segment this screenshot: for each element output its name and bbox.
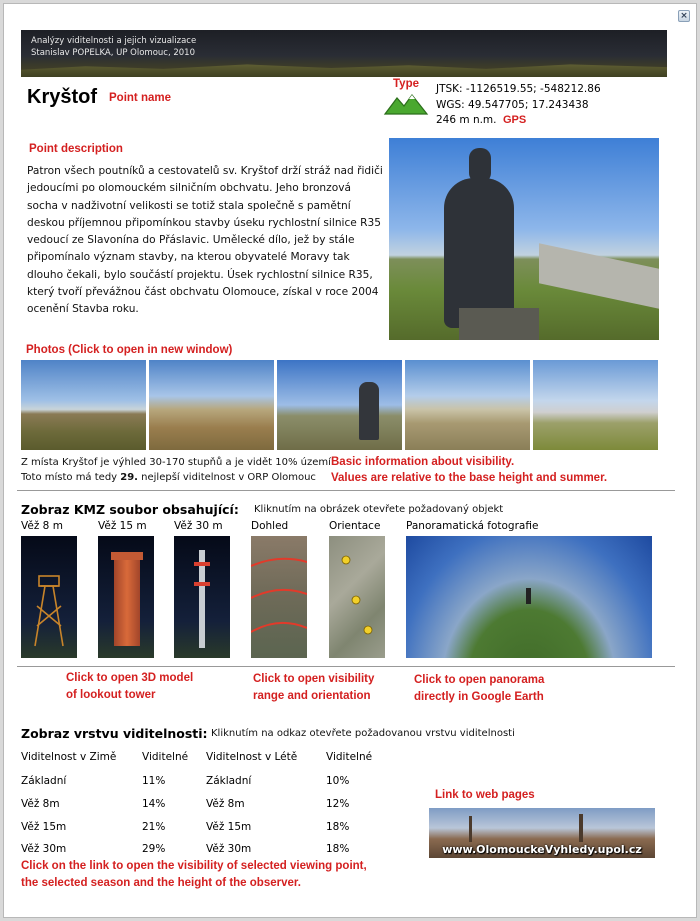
panorama-photo[interactable] xyxy=(406,536,652,658)
tower-30m-model[interactable] xyxy=(174,536,230,658)
banner-title: Analýzy viditelnosti a jejich vizualizace xyxy=(31,36,197,46)
photo-thumbnail-3[interactable] xyxy=(277,360,402,450)
photo-thumbnail-4[interactable] xyxy=(405,360,530,450)
summer-value-tower-30: 18% xyxy=(326,843,350,855)
layer-note-2: the selected season and the height of the observer. xyxy=(21,877,301,889)
summer-link-base[interactable]: Základní xyxy=(206,775,252,787)
elevation: 246 m n.m. xyxy=(436,114,497,126)
kmz-hint: Kliknutím na obrázek otevřete požadovaný objekt xyxy=(254,504,504,515)
point-name: Kryštof xyxy=(27,86,98,108)
header-winter-visible: Viditelné xyxy=(142,751,189,763)
point-popup xyxy=(3,3,697,918)
visibility-summary-line2: Toto místo má tedy 29. nejlepší viditelnost v ORP Olomouc xyxy=(21,472,316,483)
jtsk-coordinates: JTSK: -1126519.55; -548212.86 xyxy=(436,83,601,95)
point-description: Patron všech poutníků a cestovatelů sv. Kryštof drží stráž nad řidiči jedoucími po olomouckém silničním obchvatu. Jeho bronzová socha v nadživotní velikosti se totiž stala společně s pamětní deskou příjemnou připomínkou stavby úseku rychlostní silnice R35 vedoucí ze Slavonína do Přáslavic. Umělecké dílo, jež by stále připomínalo význam stavby, na kterou obyvatelé Moravy tak dlouho čekali, bylo součástí projektu. Úsek rychlostní silnice R35, který tvoří převážnou část obchvatu Olomouce, získal v roce 2004 ocenění Stavba roku. xyxy=(27,165,383,316)
divider xyxy=(17,666,675,667)
winter-link-tower-30[interactable]: Věž 30m xyxy=(21,843,67,855)
note-panorama-1: Click to open panorama xyxy=(414,674,545,686)
winter-value-tower-8: 14% xyxy=(142,798,166,810)
web-link-banner[interactable] xyxy=(429,808,655,858)
photo-thumbnail-5[interactable] xyxy=(533,360,658,450)
winter-link-tower-8[interactable]: Věž 8m xyxy=(21,798,60,810)
note-panorama-2: directly in Google Earth xyxy=(414,691,544,703)
photo-thumbnail-2[interactable] xyxy=(149,360,274,450)
note-3d-model-1: Click to open 3D model xyxy=(66,672,194,684)
close-icon[interactable]: × xyxy=(678,10,690,22)
kmz-heading: Zobraz KMZ soubor obsahující: xyxy=(21,502,239,517)
tower-15m-model[interactable] xyxy=(98,536,154,658)
web-link-url[interactable]: www.OlomouckeVyhledy.upol.cz xyxy=(442,843,642,856)
visibility-rank: 29. xyxy=(120,472,138,483)
summer-link-tower-30[interactable]: Věž 30m xyxy=(206,843,252,855)
winter-value-base: 11% xyxy=(142,775,166,787)
header-winter: Viditelnost v Zimě xyxy=(21,751,117,763)
header-summer-visible: Viditelné xyxy=(326,751,373,763)
note-3d-model-2: of lookout tower xyxy=(66,689,156,701)
mountain-type-icon xyxy=(383,93,429,115)
note-visibility-2: range and orientation xyxy=(253,690,371,702)
photo-thumbnail-1[interactable] xyxy=(21,360,146,450)
kmz-label-tower-8: Věž 8 m xyxy=(21,520,63,532)
point-name-note: Point name xyxy=(109,92,171,104)
winter-value-tower-15: 21% xyxy=(142,821,166,833)
kmz-label-range: Dohled xyxy=(251,520,289,532)
wgs-coordinates: WGS: 49.547705; 17.243438 xyxy=(436,99,589,111)
banner-author: Stanislav POPELKA, UP Olomouc, 2010 xyxy=(31,48,195,58)
main-photo[interactable] xyxy=(389,138,659,340)
kmz-label-panorama: Panoramatická fotografie xyxy=(406,520,539,532)
summer-link-tower-8[interactable]: Věž 8m xyxy=(206,798,245,810)
winter-link-tower-15[interactable]: Věž 15m xyxy=(21,821,67,833)
header-banner xyxy=(21,30,667,77)
visibility-range-map[interactable] xyxy=(251,536,307,658)
divider xyxy=(17,490,675,491)
tower-8m-model[interactable] xyxy=(21,536,77,658)
visibility-note-2: Values are relative to the base height and summer. xyxy=(331,472,608,484)
kmz-label-tower-15: Věž 15 m xyxy=(98,520,147,532)
note-visibility-1: Click to open visibility xyxy=(253,673,375,685)
gps-note: GPS xyxy=(503,114,527,126)
type-note: Type xyxy=(393,78,419,90)
kmz-label-orientation: Orientace xyxy=(329,520,381,532)
layer-hint: Kliknutím na odkaz otevřete požadovanou vrstvu viditelnosti xyxy=(211,728,515,739)
summer-value-base: 10% xyxy=(326,775,350,787)
visibility-note-1: Basic information about visibility. xyxy=(331,456,515,468)
summer-link-tower-15[interactable]: Věž 15m xyxy=(206,821,252,833)
layer-heading: Zobraz vrstvu viditelnosti: xyxy=(21,726,208,741)
orientation-map[interactable] xyxy=(329,536,385,658)
description-note: Point description xyxy=(29,143,123,155)
summer-value-tower-15: 18% xyxy=(326,821,350,833)
web-link-note: Link to web pages xyxy=(435,789,535,801)
visibility-summary-line1: Z místa Kryštof je výhled 30-170 stupňů a je vidět 10% území xyxy=(21,457,331,468)
header-summer: Viditelnost v Létě xyxy=(206,751,298,763)
photos-note: Photos (Click to open in new window) xyxy=(26,344,233,356)
kmz-label-tower-30: Věž 30 m xyxy=(174,520,223,532)
layer-note-1: Click on the link to open the visibility of selected viewing point, xyxy=(21,860,367,872)
winter-value-tower-30: 29% xyxy=(142,843,166,855)
winter-link-base[interactable]: Základní xyxy=(21,775,67,787)
summer-value-tower-8: 12% xyxy=(326,798,350,810)
